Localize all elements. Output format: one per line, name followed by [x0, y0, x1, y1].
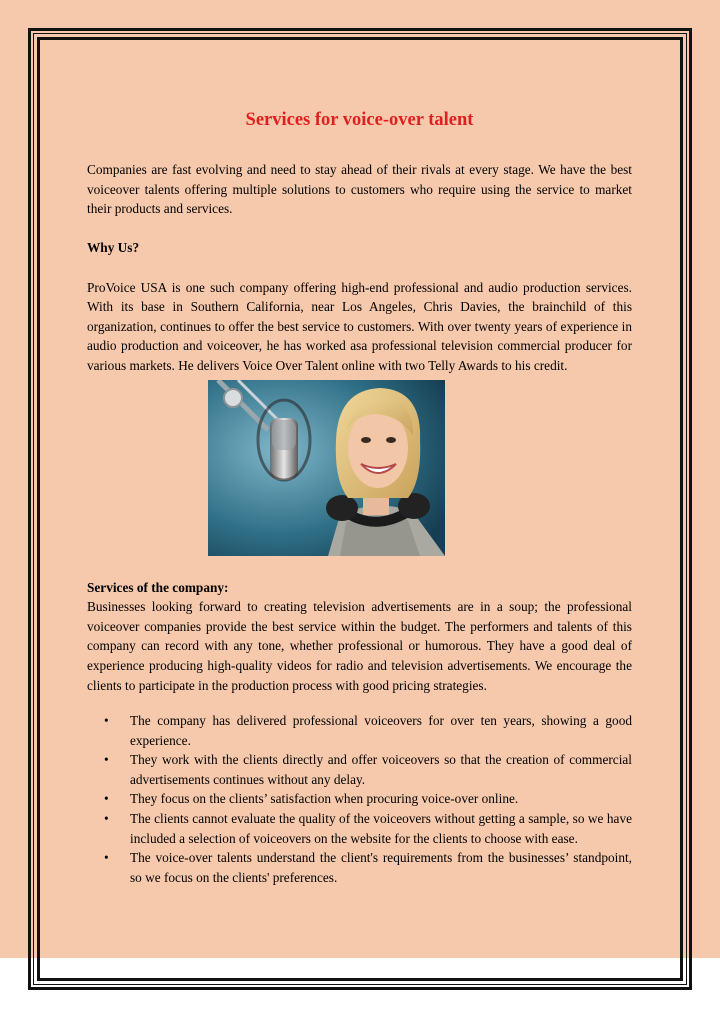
bullet-item: • The company has delivered professional voiceovers for over ten years, showing a good experience.: [130, 711, 632, 750]
bullet-item: • The voice-over talents understand the client's requirements from the businesses’ standpoint, so we focus on the clients' preferences.: [130, 848, 632, 887]
voiceover-artist-photo: [208, 380, 445, 556]
services-paragraph: Businesses looking forward to creating television advertisements are in a soup; the professional voiceover companies provide the best service within the budget. The performers and talents of this company can record with any tone, whether professional or humorous. They have a good deal of experience producing high-quality videos for radio and television advertisements. We encourage the clients to participate in the production process with good pricing strategies.: [87, 599, 632, 693]
document-title: Services for voice-over talent: [245, 110, 474, 130]
bullet-item: • They focus on the clients’ satisfaction when procuring voice-over online.: [130, 789, 632, 809]
services-bullet-list: [87, 711, 632, 887]
why-us-heading: Why Us?: [87, 240, 140, 256]
intro-paragraph: Companies are fast evolving and need to stay ahead of their rivals at every stage. We have the best voiceover talents offering multiple solutions to customers who require using the service to market their products and services.: [87, 162, 632, 217]
services-heading: Services of the company:: [87, 579, 229, 595]
bullet-item: • They work with the clients directly and offer voiceovers so that the creation of commercial advertisements continues without any delay.: [130, 750, 632, 789]
document-body: [87, 108, 632, 887]
why-us-paragraph: ProVoice USA is one such company offering high-end professional and audio production services. With its base in Southern California, near Los Angeles, Chris Davies, the brainchild of this organization, continues to offer the best service to customers. With over twenty years of experience in audio production and voiceover, he has worked asa professional television commercial producer for various markets. He delivers Voice Over Talent online with two Telly Awards to his credit.: [87, 279, 632, 373]
bullet-item: • The clients cannot evaluate the quality of the voiceovers without getting a sample, so we have included a selection of voiceovers on the website for the clients to choose with ease.: [130, 809, 632, 848]
